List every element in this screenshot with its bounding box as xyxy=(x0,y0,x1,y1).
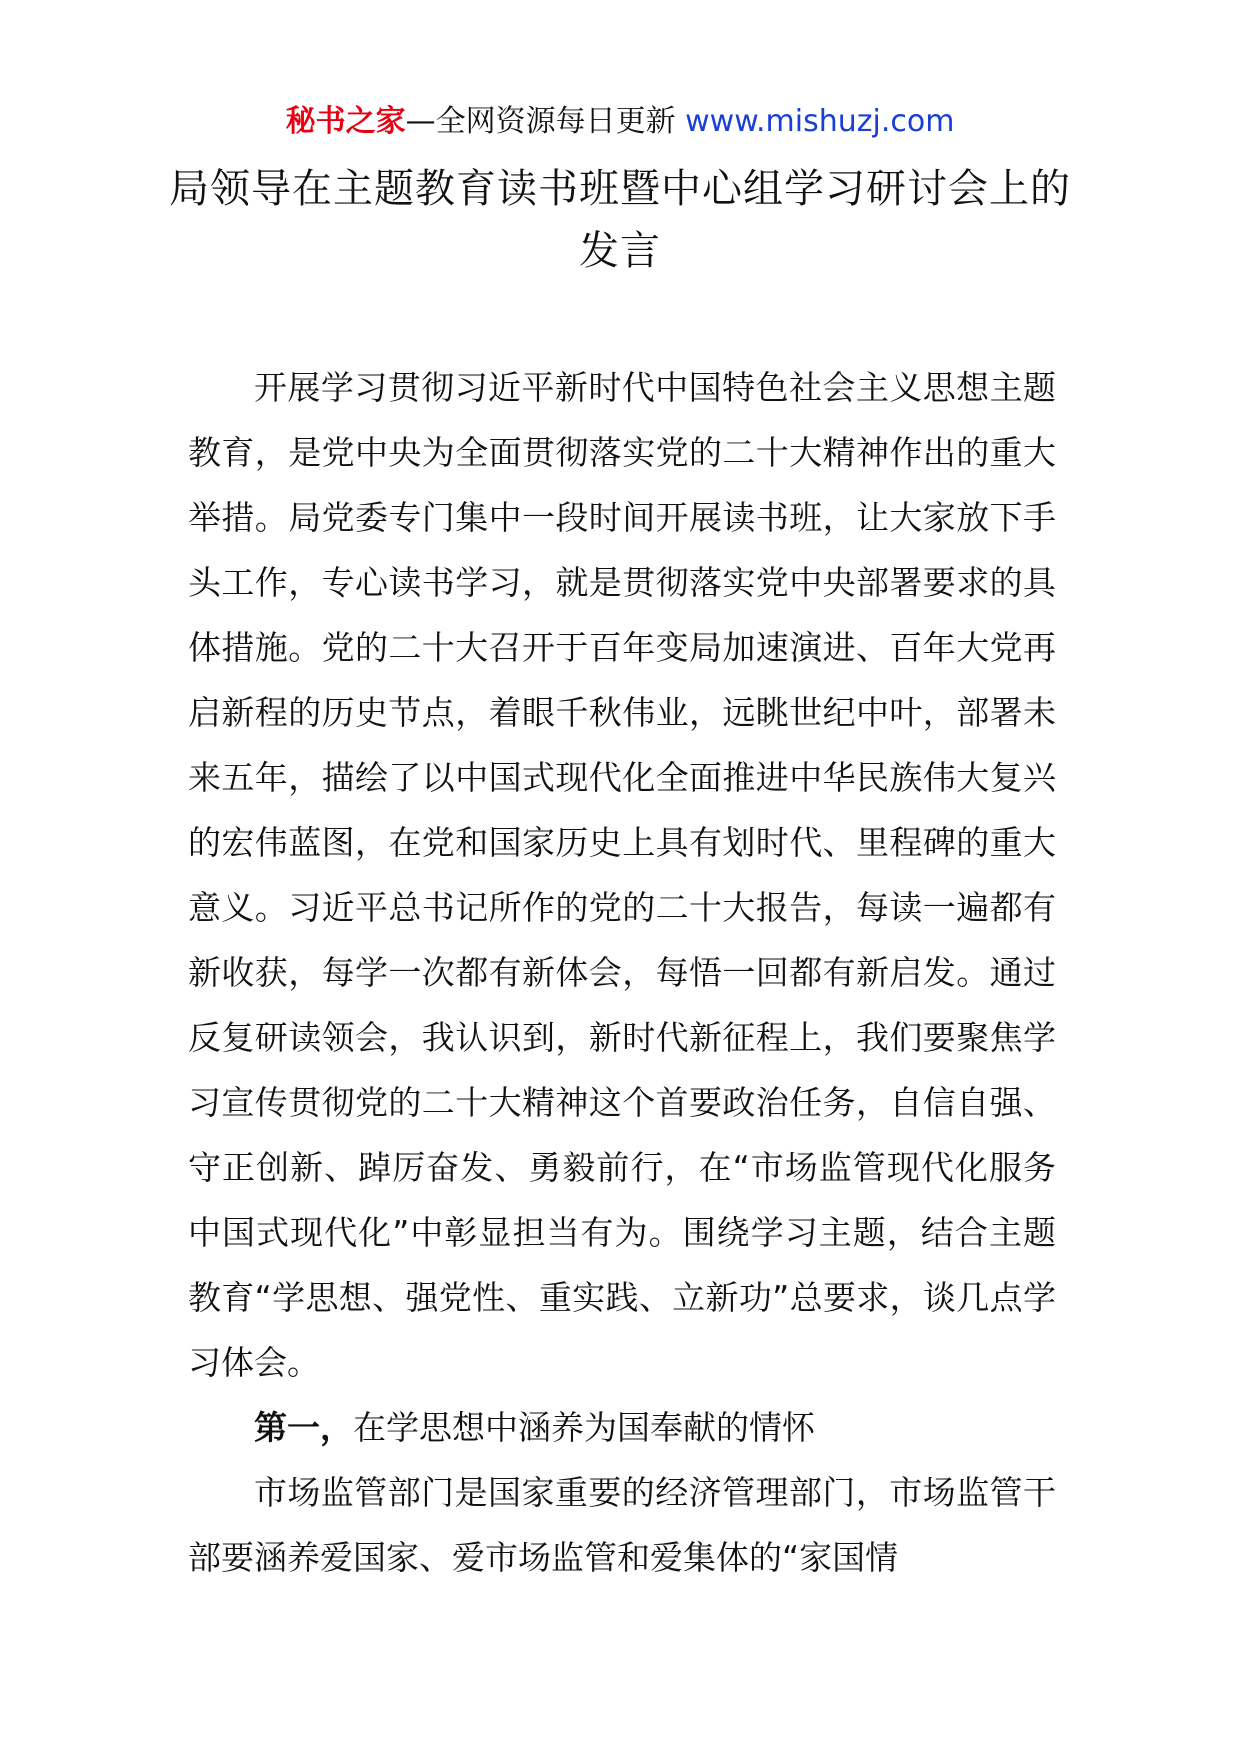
section-heading-text: 在学思想中涵养为国奉献的情怀 xyxy=(353,1408,815,1447)
brand-name: 秘书之家 xyxy=(285,104,406,139)
section-heading-ordinal: 第一， xyxy=(254,1408,353,1447)
banner-slogan: —全网资源每日更新 xyxy=(405,104,686,139)
body-paragraph: 市场监管部门是国家重要的经济管理部门，市场监管干部要涵养爱国家、爱市场监管和爱集体的“家国情 xyxy=(188,1473,1056,1577)
document-title: 局领导在主题教育读书班暨中心组学习研讨会上的发言 xyxy=(169,166,1071,274)
document-body xyxy=(188,355,1056,1590)
banner-url: www.mishuzj.com xyxy=(685,104,955,139)
body-paragraph: 开展学习贯彻习近平新时代中国特色社会主义思想主题教育，是党中央为全面贯彻落实党的二十大精神作出的重大举措。局党委专门集中一段时间开展读书班，让大家放下手头工作，专心读书学习，就是贯彻落实党中央部署要求的具体措施。党的二十大召开于百年变局加速演进、百年大党再启新程的历史节点，着眼千秋伟业，远眺世纪中叶，部署未来五年，描绘了以中国式现代化全面推进中华民族伟大复兴的宏伟蓝图，在党和国家历史上具有划时代、里程碑的重大意义。习近平总书记所作的党的二十大报告，每读一遍都有新收获，每学一次都有新体会，每悟一回都有新启发。通过反复研读领会，我认识到，新时代新征程上，我们要聚焦学习宣传贯彻党的二十大精神这个首要政治任务，自信自强、守正创新、踔厉奋发、勇毅前行，在“市场监管现代化服务中国式现代化”中彰显担当有为。围绕学习主题，结合主题教育“学思想、强党性、重实践、立新功”总要求，谈几点学习体会。 xyxy=(188,368,1056,1382)
site-banner xyxy=(0,100,1240,144)
section-heading xyxy=(188,1395,1056,1460)
